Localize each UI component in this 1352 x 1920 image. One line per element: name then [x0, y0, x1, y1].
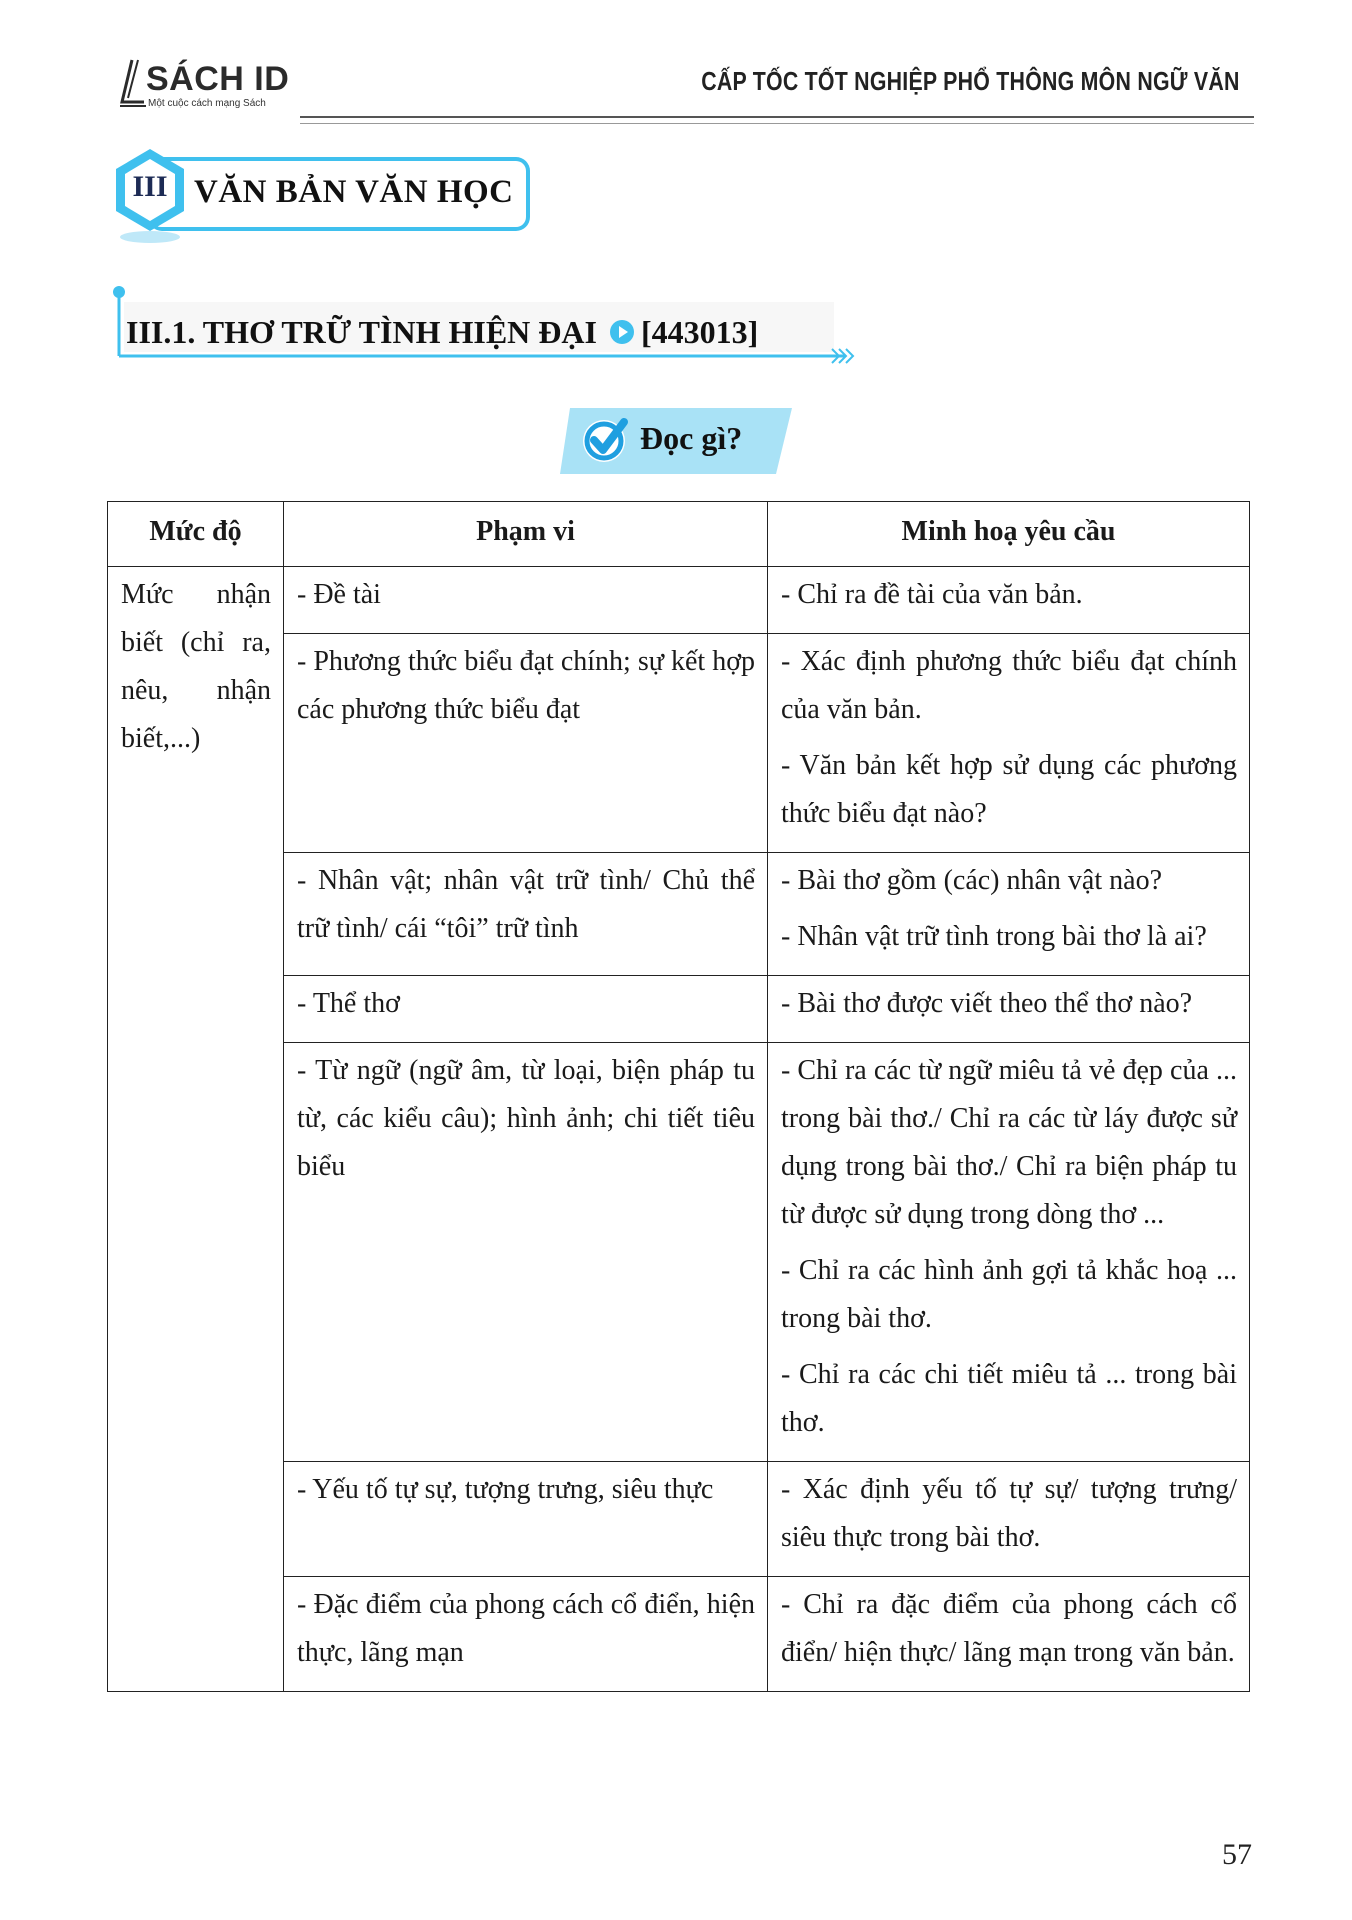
scope-cell: - Nhân vật; nhân vật trữ tình/ Chủ thể trữ tình/ cái “tôi” trữ tình: [284, 853, 768, 976]
section-title: VĂN BẢN VĂN HỌC: [194, 174, 514, 210]
example-item: - Xác định yếu tố tự sự/ tượng trưng/ siêu thực trong bài thơ.: [781, 1474, 1237, 1553]
example-item: - Chỉ ra các từ ngữ miêu tả vẻ đẹp của ... trong bài thơ./ Chỉ ra các từ láy được sử dụng trong bài thơ./ Chỉ ra biện pháp tu từ được sử dụng trong dòng thơ ...: [781, 1055, 1237, 1230]
example-item: - Chỉ ra đặc điểm của phong cách cổ điển/ hiện thực/ lãng mạn trong văn bản.: [781, 1589, 1237, 1668]
subsection-heading: [110, 286, 855, 368]
scope-cell: - Thể thơ: [284, 976, 768, 1043]
header-divider: [300, 116, 1254, 124]
subsection-title: [126, 314, 758, 351]
example-cell: [768, 853, 1250, 976]
scope-cell: - Phương thức biểu đạt chính; sự kết hợp các phương thức biểu đạt: [284, 634, 768, 853]
brand-logo: [118, 58, 288, 114]
example-cell: [768, 1462, 1250, 1577]
example-cell: [768, 976, 1250, 1043]
example-item: - Chỉ ra các chi tiết miêu tả ... trong bài thơ.: [781, 1359, 1237, 1438]
brand-tagline: Một cuộc cách mạng Sách: [148, 98, 266, 109]
column-header: Phạm vi: [284, 502, 768, 567]
book-title: CẤP TỐC TỐT NGHIỆP PHỔ THÔNG MÔN NGỮ VĂN: [701, 66, 1240, 96]
book-logo-icon: [118, 58, 148, 110]
section-number: III: [132, 170, 168, 203]
scope-cell: - Từ ngữ (ngữ âm, từ loại, biện pháp tu từ, các kiểu câu); hình ảnh; chi tiết tiêu biểu: [284, 1043, 768, 1462]
example-cell: [768, 567, 1250, 634]
requirements-table: [107, 501, 1250, 1692]
example-item: - Văn bản kết hợp sử dụng các phương thức biểu đạt nào?: [781, 750, 1237, 829]
example-item: - Bài thơ được viết theo thể thơ nào?: [781, 988, 1193, 1019]
example-item: - Xác định phương thức biểu đạt chính của văn bản.: [781, 646, 1237, 725]
level-cell: Mức nhận biết (chỉ ra, nêu, nhận biết,...): [108, 567, 284, 1692]
example-item: - Chỉ ra các hình ảnh gợi tả khắc hoạ ... trong bài thơ.: [781, 1255, 1237, 1334]
badge-label: Đọc gì?: [640, 420, 743, 456]
scope-cell: - Yếu tố tự sự, tượng trưng, siêu thực: [284, 1462, 768, 1577]
example-item: - Nhân vật trữ tình trong bài thơ là ai?: [781, 921, 1207, 952]
column-header: Mức độ: [108, 502, 284, 567]
play-icon[interactable]: [609, 319, 635, 345]
column-header: Minh hoạ yêu cầu: [768, 502, 1250, 567]
example-cell: [768, 1043, 1250, 1462]
subsection-code: [443013]: [640, 314, 759, 350]
table-row: [108, 567, 1250, 634]
table-header-row: [108, 502, 1250, 567]
scope-cell: - Đề tài: [284, 567, 768, 634]
example-item: - Bài thơ gồm (các) nhân vật nào?: [781, 865, 1162, 896]
subsection-title-text: III.1. THƠ TRỮ TÌNH HIỆN ĐẠI: [126, 314, 597, 350]
example-item: - Chỉ ra đề tài của văn bản.: [781, 579, 1083, 610]
example-cell: [768, 1577, 1250, 1692]
example-cell: [768, 634, 1250, 853]
brand-name: SÁCH ID: [146, 60, 290, 98]
page-number: 57: [1222, 1838, 1252, 1871]
scope-cell: - Đặc điểm của phong cách cổ điển, hiện thực, lãng mạn: [284, 1577, 768, 1692]
